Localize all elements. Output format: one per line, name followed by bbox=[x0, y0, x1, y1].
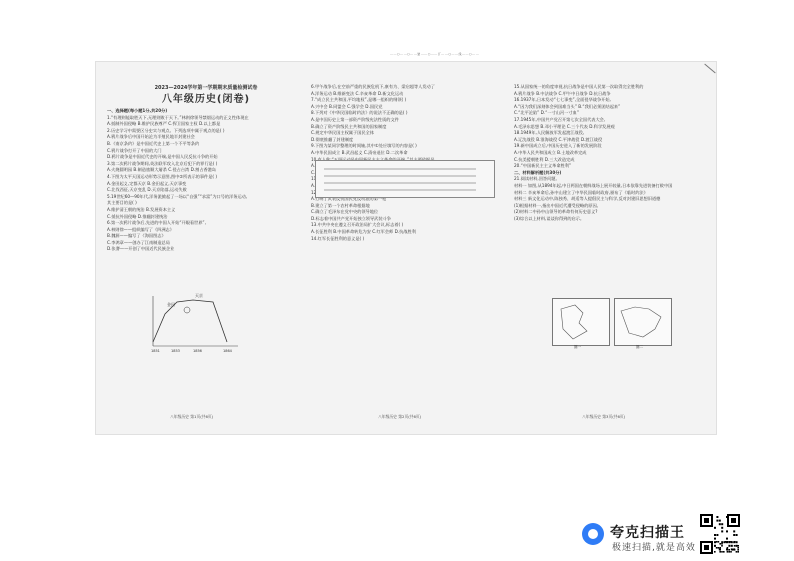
col3-line: 20.“中国新民主主义革命胜利” bbox=[514, 163, 572, 169]
col3-line: C.抗美援朝胜利 D.三大改造完成 bbox=[514, 156, 575, 162]
qr-code-icon bbox=[700, 514, 740, 554]
col1-line: 6.第一次鸦片战争后,先进的中国人开始“开眼看世界”, bbox=[107, 220, 206, 226]
col2-line: A.打响了武装反抗国民党反动派的第一枪 bbox=[311, 196, 387, 202]
col2-line: 9.下图为某同学整理的时间轴,其中①处应填写的内容是( ) bbox=[311, 143, 417, 149]
col1-line: 3.第二次鸦片战争期间,英法联军攻入北京后犯下的罪行是( ) bbox=[107, 160, 218, 166]
col3-line: A.辽沈战役 B.淮海战役 C.平津战役 D.渡江战役 bbox=[514, 136, 603, 142]
column-3-lines bbox=[514, 84, 712, 222]
col1-line: D.张謇——开创了中国近代民族企业 bbox=[107, 246, 175, 252]
col1-line: C.李鸿章——创办了江南制造总局 bbox=[107, 239, 170, 245]
col3-line: 材料二 辛亥革命后,孙中山建立了中华民国临时政府,颁布了《临时约法》 bbox=[514, 189, 648, 195]
map-2-outline bbox=[615, 299, 671, 345]
col2-line: A.1921年上海 B.1921年北京 C.1922年上海 D.1924年广州 bbox=[311, 182, 426, 188]
col2-line: B.确立了资产阶级民主共和国的国家制度 bbox=[311, 123, 387, 129]
page-column-3 bbox=[514, 84, 712, 424]
col2-line: A.兴中会 B.同盟会 C.强学会 D.国民党 bbox=[311, 103, 383, 109]
col3-line: 16.1937年,日本发动“七七事变”,全面侵华战争开始, bbox=[514, 97, 611, 103]
chart-tick-1864: 1864 bbox=[223, 349, 232, 353]
col2-line: A.是中国历史上第一部资产阶级宪法性质的文件 bbox=[311, 116, 399, 122]
map-figure-1 bbox=[552, 298, 610, 346]
exam-header: 2023—2024学年第一学期期末质量检测试卷 bbox=[154, 85, 258, 91]
page-column-1 bbox=[107, 84, 305, 424]
chart-marker-2 bbox=[184, 307, 190, 313]
page-footer-3: 八年级历史 第3页(共6页) bbox=[582, 414, 626, 419]
map-figures bbox=[552, 298, 672, 348]
col3-line: 17.1945年,中国共产党召开第七次全国代表大会, bbox=[514, 116, 606, 122]
col1-line: 5.19世纪60—90年代,洋务派掀起了一场以“自强”“求富”为口号的洋务运动, bbox=[107, 193, 248, 199]
col3-line: C.“北平沦陷” D.“一寸山河一寸血” bbox=[514, 110, 579, 116]
map-1-outline bbox=[553, 299, 609, 345]
col3-line: 材料一 如图,从1894年起,中日两国在朝鲜战场上展开较量,日本依靠先进装备打败中国 bbox=[514, 182, 673, 188]
chart-trend-line bbox=[153, 300, 227, 342]
scanner-brand-name: 夸克扫描王 bbox=[610, 525, 685, 541]
col2-line: C.学生成为运动的先锋 D.北洋政府罢免了曹汝霖等人 bbox=[311, 169, 410, 175]
col3-line: A.“因为我们深刻体会到国难当头” B.“我们必须团结起来” bbox=[514, 103, 621, 109]
col2-line: C.规定中华民国主权属于国民全体 bbox=[311, 130, 374, 136]
col2-line: 12.1927年“八一”南昌起义的重要意义在于( ) bbox=[311, 189, 396, 195]
scanner-logo-icon bbox=[582, 523, 604, 545]
col2-line: 6.甲午战争后,在空前严重的民族危机下,康有为、梁启超等人发动了 bbox=[311, 84, 435, 89]
col3-line: (1)根据材料一,指出中国近代遭受侵略的原因。 bbox=[514, 202, 601, 208]
col1-line: 一、选择题(每小题1分,共20分) bbox=[107, 108, 168, 113]
col2-line: 10.有人称:“五四运动是中国新民主主义革命的开端。”其主要依据是 bbox=[311, 156, 435, 162]
col3-line: 18.1949年,人民解放军发起渡江战役, bbox=[514, 130, 585, 136]
col1-line: D.鸦片战争是中国近代史的开端,是中国人民反抗斗争的开始 bbox=[107, 154, 218, 160]
col3-line: A.中华人民共和国成立 B.土地改革完成 bbox=[514, 149, 587, 155]
col2-line: A.洋务运动 B.维新变法 C.辛亥革命 D.新文化运动 bbox=[311, 90, 404, 96]
column-1-lines bbox=[107, 108, 305, 253]
binding-line-note: ……○……○……装……○……订……○……线……○…… bbox=[390, 52, 480, 56]
col2-line: D.彻底推翻了封建制度 bbox=[311, 136, 354, 142]
col3-line: A.毛泽东思想 B.邓小平理论 C.三个代表 D.科学发展观 bbox=[514, 123, 615, 129]
map-figure-2 bbox=[614, 298, 672, 346]
col2-line: A.长征胜利 B.中国革命转危为安 C.红军会师 D.抗战胜利 bbox=[311, 229, 416, 235]
col2-line: 8.下列对《中华民国临时约法》的说法不正确的是( ) bbox=[311, 110, 408, 116]
col1-line: A.抵制外国侵略 B.维护民族尊严 C.捍卫国家主权 D.以上都是 bbox=[107, 121, 221, 127]
col3-line: 21.阅读材料,回答问题。 bbox=[514, 176, 560, 182]
col2-line: 7.“成立民主共和国,平均地权”,是哪一组织的纲领( ) bbox=[311, 97, 407, 103]
map-2-label: 图二 bbox=[636, 345, 643, 349]
col3-line: 二、材料解析题(共30分) bbox=[514, 169, 562, 175]
col1-line: A.维护清王朝的统治 B.发展资本主义 bbox=[107, 206, 176, 212]
exam-title: 八年级历史(闭卷) bbox=[161, 94, 251, 105]
col2-line: A.中华民国成立 B.武昌起义 C.清帝退位 D.二次革命 bbox=[311, 149, 408, 155]
col2-line: 14.红军长征胜利的意义是( ) bbox=[311, 235, 365, 241]
col3-line: 19.新中国成立后,中国历史进入了新的发展阶段 bbox=[514, 143, 602, 149]
col1-line: C.抵抗外国侵略 D.推翻封建统治 bbox=[107, 213, 168, 219]
chart-tick-1856: 1856 bbox=[193, 349, 202, 353]
page-column-2 bbox=[311, 84, 509, 424]
col3-line: 材料三 新文化运动中,陈独秀、胡适等人提倡民主与科学,反对封建旧思想旧道德 bbox=[514, 196, 661, 202]
chart-tick-1853: 1853 bbox=[171, 349, 180, 353]
col1-line: 4.下图为太平天国运动形势示意图,图中②所表示的事件是( ) bbox=[107, 173, 217, 179]
col1-line: C.鸦片战争打开了中国的大门 bbox=[107, 147, 162, 153]
col1-line: A.林则徐——组织编写了《四洲志》 bbox=[107, 226, 174, 232]
col1-line: A.金田起义,定都天京 B.金田起义,天京事变 bbox=[107, 180, 187, 186]
page-footer-2: 八年级历史 第2页(共6页) bbox=[378, 414, 422, 419]
col3-line: 15.从国家统一的角度审视,抗日战争是中国人民第一次取得完全胜利的 bbox=[514, 84, 644, 89]
col2-line: 13.中共中央在遵义召开政治局扩大会议,标志着( ) bbox=[311, 222, 404, 228]
chart-label-jintian: 金田 bbox=[167, 302, 175, 307]
col3-line: A.鸦片战争 B.中法战争 C.甲午中日战争 D.抗日战争 bbox=[514, 90, 611, 96]
chart-tick-1851: 1851 bbox=[151, 349, 160, 353]
col2-line: 11.中国共产党第一次全国代表大会召开的时间和地点是( ) bbox=[311, 176, 419, 182]
taiping-map-chart bbox=[143, 292, 243, 354]
scanner-slogan: 极速扫描,就是高效 bbox=[612, 543, 696, 553]
col2-line: B.建立了第一个农村革命根据地 bbox=[311, 202, 370, 208]
col1-line: A.鸦片战争后中国开始沦为半殖民地半封建社会 bbox=[107, 134, 195, 140]
col1-line: 1.“有理则能取胜天下,无理则败于天下。”林则徐领导禁烟运动的正义性体现在 bbox=[107, 114, 249, 120]
col2-line: D.标志着中国共产党开始独立领导武装斗争 bbox=[311, 215, 391, 221]
col3-line: (2)材料二中孙中山领导的革命有何历史意义? bbox=[514, 209, 598, 215]
col2-line: A.工人阶级登上政治舞台 B.提出了“外争主权,内除国贼” bbox=[311, 163, 415, 169]
col2-line: C.确立了毛泽东在党中央的领导地位 bbox=[311, 209, 379, 215]
page-footer-1: 八年级历史 第1页(共6页) bbox=[170, 414, 214, 419]
col1-line: A.火烧圆明园 B.制造旅顺大屠杀 C.侵占台湾 D.割占香港岛 bbox=[107, 167, 217, 173]
map-1-label: 图一 bbox=[574, 345, 581, 349]
col1-line: C.北伐西征,天京变乱 D.天京陷落,运动失败 bbox=[107, 187, 187, 193]
col1-line: 其主要目的是( ) bbox=[107, 200, 137, 206]
col1-line: B.《南京条约》是中国近代史上第一个不平等条约 bbox=[107, 140, 200, 146]
col3-line: (3)综合以上材料,谈谈你得到的启示。 bbox=[514, 215, 585, 221]
col1-line: B.魏源——编写了《海国图志》 bbox=[107, 233, 166, 239]
col1-line: 2.历史学习中需要区分史实与观点。下列选项中属于观点的是( ) bbox=[107, 127, 225, 133]
timeline-figure bbox=[315, 160, 495, 198]
chart-label-tianjing: 天京 bbox=[195, 293, 203, 298]
